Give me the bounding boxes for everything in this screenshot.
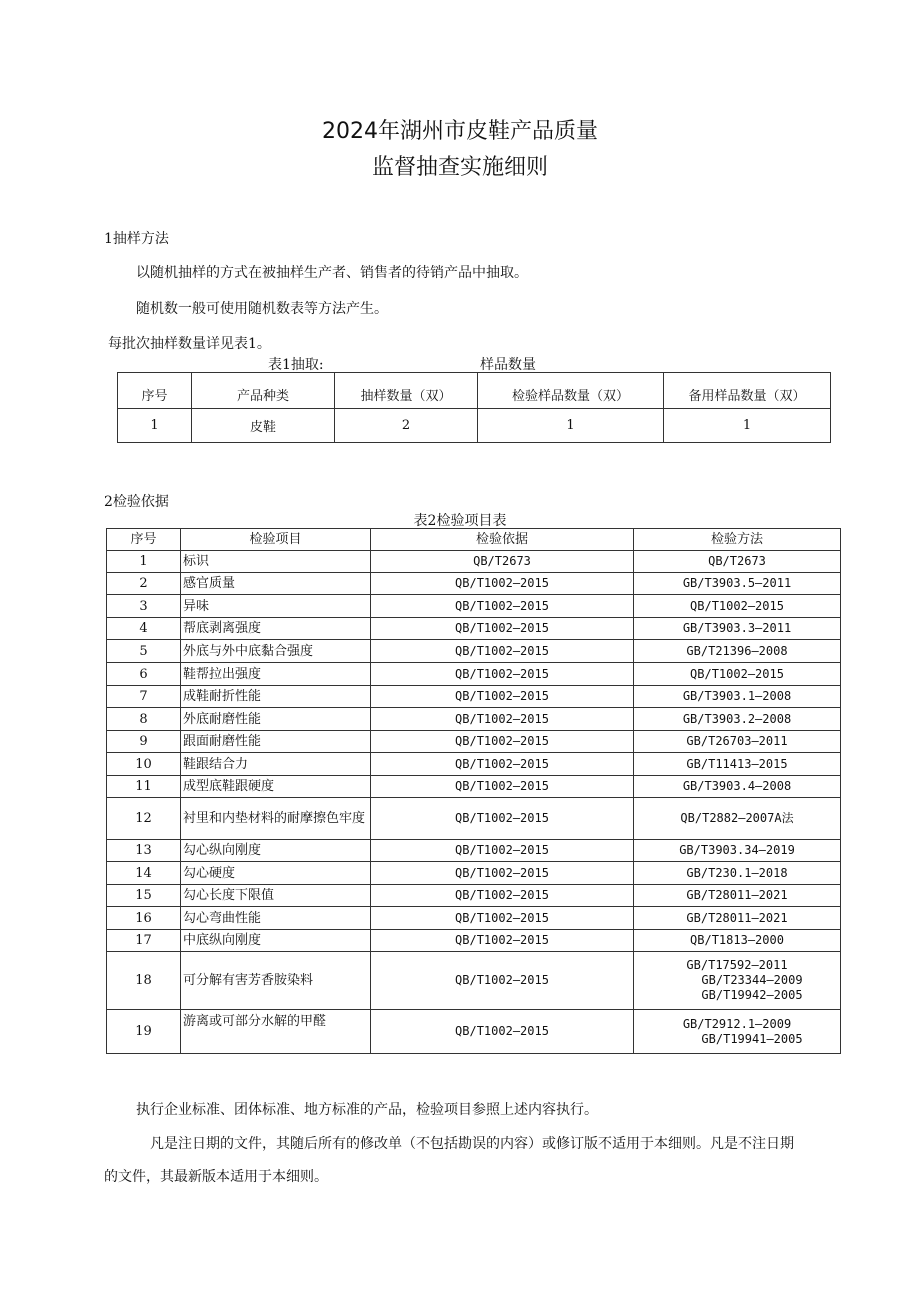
row-number: 13: [107, 840, 181, 862]
inspection-item: 衬里和内垫材料的耐摩擦色牢度: [181, 798, 371, 840]
table2-row: [107, 595, 841, 618]
inspection-basis: QB/T1002—2015: [371, 1010, 634, 1054]
inspection-method-line: GB/T3903.34—2019: [679, 843, 795, 857]
inspection-item: 勾心长度下限值: [181, 885, 371, 907]
inspection-method: [634, 862, 841, 885]
inspection-method-line: QB/T2673: [708, 554, 766, 568]
inspection-method: [634, 930, 841, 952]
sample-quantity-table: [117, 372, 831, 443]
table1-caption-right: 样品数量: [480, 357, 536, 373]
table1-caption-left: 表1抽取:: [268, 357, 324, 373]
table2-caption: 表2检验项目表: [413, 513, 507, 529]
row-number: 8: [107, 708, 181, 731]
row-number: 16: [107, 907, 181, 930]
table1-header-row: [118, 373, 831, 409]
inspection-method-line: GB/T230.1—2018: [686, 865, 788, 880]
table1-header-cell: 备用样品数量（双）: [664, 373, 831, 409]
inspection-basis: QB/T1002—2015: [371, 930, 634, 952]
inspection-method-line: GB/T21396—2008: [686, 643, 788, 658]
table2-row: [107, 686, 841, 708]
row-number: 9: [107, 731, 181, 753]
inspection-method-line: QB/T1813—2000: [690, 933, 784, 947]
inspection-method: [634, 840, 841, 862]
inspection-method-line: GB/T3903.4—2008: [682, 779, 792, 793]
inspection-method-line: GB/T28011—2021: [686, 910, 788, 925]
inspection-method-line: GB/T23344—2009: [701, 973, 803, 987]
inspection-method-line: GB/T11413—2015: [686, 756, 788, 771]
inspection-method-line: GB/T17592—2011: [686, 958, 788, 972]
inspection-item: 异味: [181, 595, 371, 618]
inspection-method: [634, 686, 841, 708]
table2-row: [107, 753, 841, 776]
row-number: 12: [107, 798, 181, 840]
inspection-basis: QB/T1002—2015: [371, 776, 634, 798]
inspection-basis: QB/T1002—2015: [371, 731, 634, 753]
inspection-item: 外底耐磨性能: [181, 708, 371, 731]
inspection-basis: QB/T1002—2015: [371, 753, 634, 776]
section1-heading: 1抽样方法: [104, 231, 169, 247]
table2-header-cell: 检验方法: [634, 529, 841, 551]
inspection-item: 帮底剥离强度: [181, 618, 371, 640]
row-number: 2: [107, 573, 181, 595]
row-number: 11: [107, 776, 181, 798]
inspection-method: [634, 885, 841, 907]
table2-row: [107, 640, 841, 663]
section2-heading: 2检验依据: [104, 494, 169, 510]
footer-paragraph-1: 执行企业标准、团体标准、地方标准的产品，检验项目参照上述内容执行。: [136, 1102, 598, 1118]
inspection-method-line: QB/T2882—2007A法: [680, 811, 794, 825]
inspection-item: 中底纵向刚度: [181, 930, 371, 952]
inspection-method: [634, 640, 841, 663]
inspection-item: 勾心弯曲性能: [181, 907, 371, 930]
inspection-item: 可分解有害芳香胺染料: [181, 952, 371, 1010]
table2-row: [107, 907, 841, 930]
table2-row: [107, 862, 841, 885]
table2-header-row: [107, 529, 841, 551]
inspection-method-line: GB/T2912.1—2009: [682, 1016, 792, 1031]
inspection-method: [634, 798, 841, 840]
table1-header-cell: 抽样数量（双）: [335, 373, 478, 409]
table1-header-cell: 产品种类: [192, 373, 335, 409]
table2-row: [107, 573, 841, 595]
inspection-method: [634, 551, 841, 573]
inspection-method-line: GB/T3903.1—2008: [682, 689, 792, 703]
table2-row: [107, 731, 841, 753]
inspection-method: [634, 708, 841, 731]
table2-row: [107, 708, 841, 731]
inspection-item: 游离或可部分水解的甲醛: [181, 1010, 371, 1054]
inspection-method-line: QB/T1002—2015: [690, 666, 784, 681]
row-number: 1: [107, 551, 181, 573]
table1-cell: 1: [118, 409, 192, 443]
table2-header-cell: 检验项目: [181, 529, 371, 551]
row-number: 10: [107, 753, 181, 776]
inspection-method-line: GB/T26703—2011: [686, 734, 788, 748]
row-number: 18: [107, 952, 181, 1010]
table2-row: [107, 840, 841, 862]
inspection-basis: QB/T1002—2015: [371, 595, 634, 618]
row-number: 17: [107, 930, 181, 952]
table2-row: [107, 551, 841, 573]
inspection-method: [634, 952, 841, 1010]
table1-cell: 2: [335, 409, 478, 443]
inspection-item: 外底与外中底黏合强度: [181, 640, 371, 663]
table2-row: [107, 930, 841, 952]
inspection-method: [634, 776, 841, 798]
row-number: 3: [107, 595, 181, 618]
table1-header-cell: 检验样品数量（双）: [478, 373, 664, 409]
table2-header-cell: 序号: [107, 529, 181, 551]
inspection-basis: QB/T1002—2015: [371, 885, 634, 907]
inspection-item: 成型底鞋跟硬度: [181, 776, 371, 798]
inspection-method-line: GB/T3903.5—2011: [682, 576, 792, 590]
inspection-basis: QB/T1002—2015: [371, 663, 634, 686]
inspection-method: [634, 595, 841, 618]
row-number: 19: [107, 1010, 181, 1054]
inspection-method-line: GB/T3903.2—2008: [682, 711, 792, 726]
table2-row: [107, 663, 841, 686]
inspection-item: 鞋帮拉出强度: [181, 663, 371, 686]
row-number: 15: [107, 885, 181, 907]
inspection-method: [634, 753, 841, 776]
inspection-basis: QB/T1002—2015: [371, 618, 634, 640]
inspection-basis: QB/T1002—2015: [371, 708, 634, 731]
row-number: 4: [107, 618, 181, 640]
inspection-basis: QB/T1002—2015: [371, 862, 634, 885]
inspection-item: 勾心硬度: [181, 862, 371, 885]
inspection-basis: QB/T1002—2015: [371, 686, 634, 708]
table2-row: [107, 776, 841, 798]
inspection-basis: QB/T1002—2015: [371, 952, 634, 1010]
inspection-method: [634, 1010, 841, 1054]
inspection-method-line: GB/T19941—2005: [701, 1031, 803, 1046]
table2-row: [107, 952, 841, 1010]
table2-row: [107, 618, 841, 640]
inspection-method-line: QB/T1002—2015: [690, 598, 784, 613]
row-number: 5: [107, 640, 181, 663]
inspection-basis: QB/T2673: [371, 551, 634, 573]
table1-row: [118, 409, 831, 443]
inspection-item: 勾心纵向刚度: [181, 840, 371, 862]
footer-paragraph-2: 凡是注日期的文件，其随后所有的修改单（不包括勘误的内容）或修订版不适用于本细则。凡是不注日期的文件，其最新版本适用于本细则。: [104, 1136, 794, 1185]
inspection-basis: QB/T1002—2015: [371, 798, 634, 840]
inspection-method-line: GB/T28011—2021: [686, 888, 788, 902]
row-number: 6: [107, 663, 181, 686]
inspection-method: [634, 573, 841, 595]
table2-header-cell: 检验依据: [371, 529, 634, 551]
inspection-item: 成鞋耐折性能: [181, 686, 371, 708]
document-title-line1: 2024年湖州市皮鞋产品质量: [322, 119, 598, 144]
inspection-basis: QB/T1002—2015: [371, 640, 634, 663]
table1-cell: 皮鞋: [192, 409, 335, 443]
row-number: 14: [107, 862, 181, 885]
inspection-items-table: [106, 528, 841, 1054]
inspection-method: [634, 663, 841, 686]
inspection-item: 感官质量: [181, 573, 371, 595]
inspection-basis: QB/T1002—2015: [371, 907, 634, 930]
table2-row: [107, 798, 841, 840]
document-title-line2: 监督抽查实施细则: [371, 155, 548, 180]
inspection-method: [634, 907, 841, 930]
table2-row: [107, 885, 841, 907]
inspection-method: [634, 618, 841, 640]
inspection-item: 标识: [181, 551, 371, 573]
inspection-basis: QB/T1002—2015: [371, 573, 634, 595]
inspection-method: [634, 731, 841, 753]
inspection-method-line: GB/T3903.3—2011: [682, 621, 792, 635]
section1-paragraph-3: 每批次抽样数量详见表1。: [108, 336, 271, 352]
inspection-method-line: GB/T19942—2005: [701, 988, 803, 1002]
row-number: 7: [107, 686, 181, 708]
section1-paragraph-1: 以随机抽样的方式在被抽样生产者、销售者的待销产品中抽取。: [136, 265, 528, 281]
table1-header-cell: 序号: [118, 373, 192, 409]
table1-cell: 1: [664, 409, 831, 443]
table2-row: [107, 1010, 841, 1054]
inspection-basis: QB/T1002—2015: [371, 840, 634, 862]
table1-cell: 1: [478, 409, 664, 443]
inspection-item: 跟面耐磨性能: [181, 731, 371, 753]
inspection-item: 鞋跟结合力: [181, 753, 371, 776]
section1-paragraph-2: 随机数一般可使用随机数表等方法产生。: [136, 301, 388, 317]
